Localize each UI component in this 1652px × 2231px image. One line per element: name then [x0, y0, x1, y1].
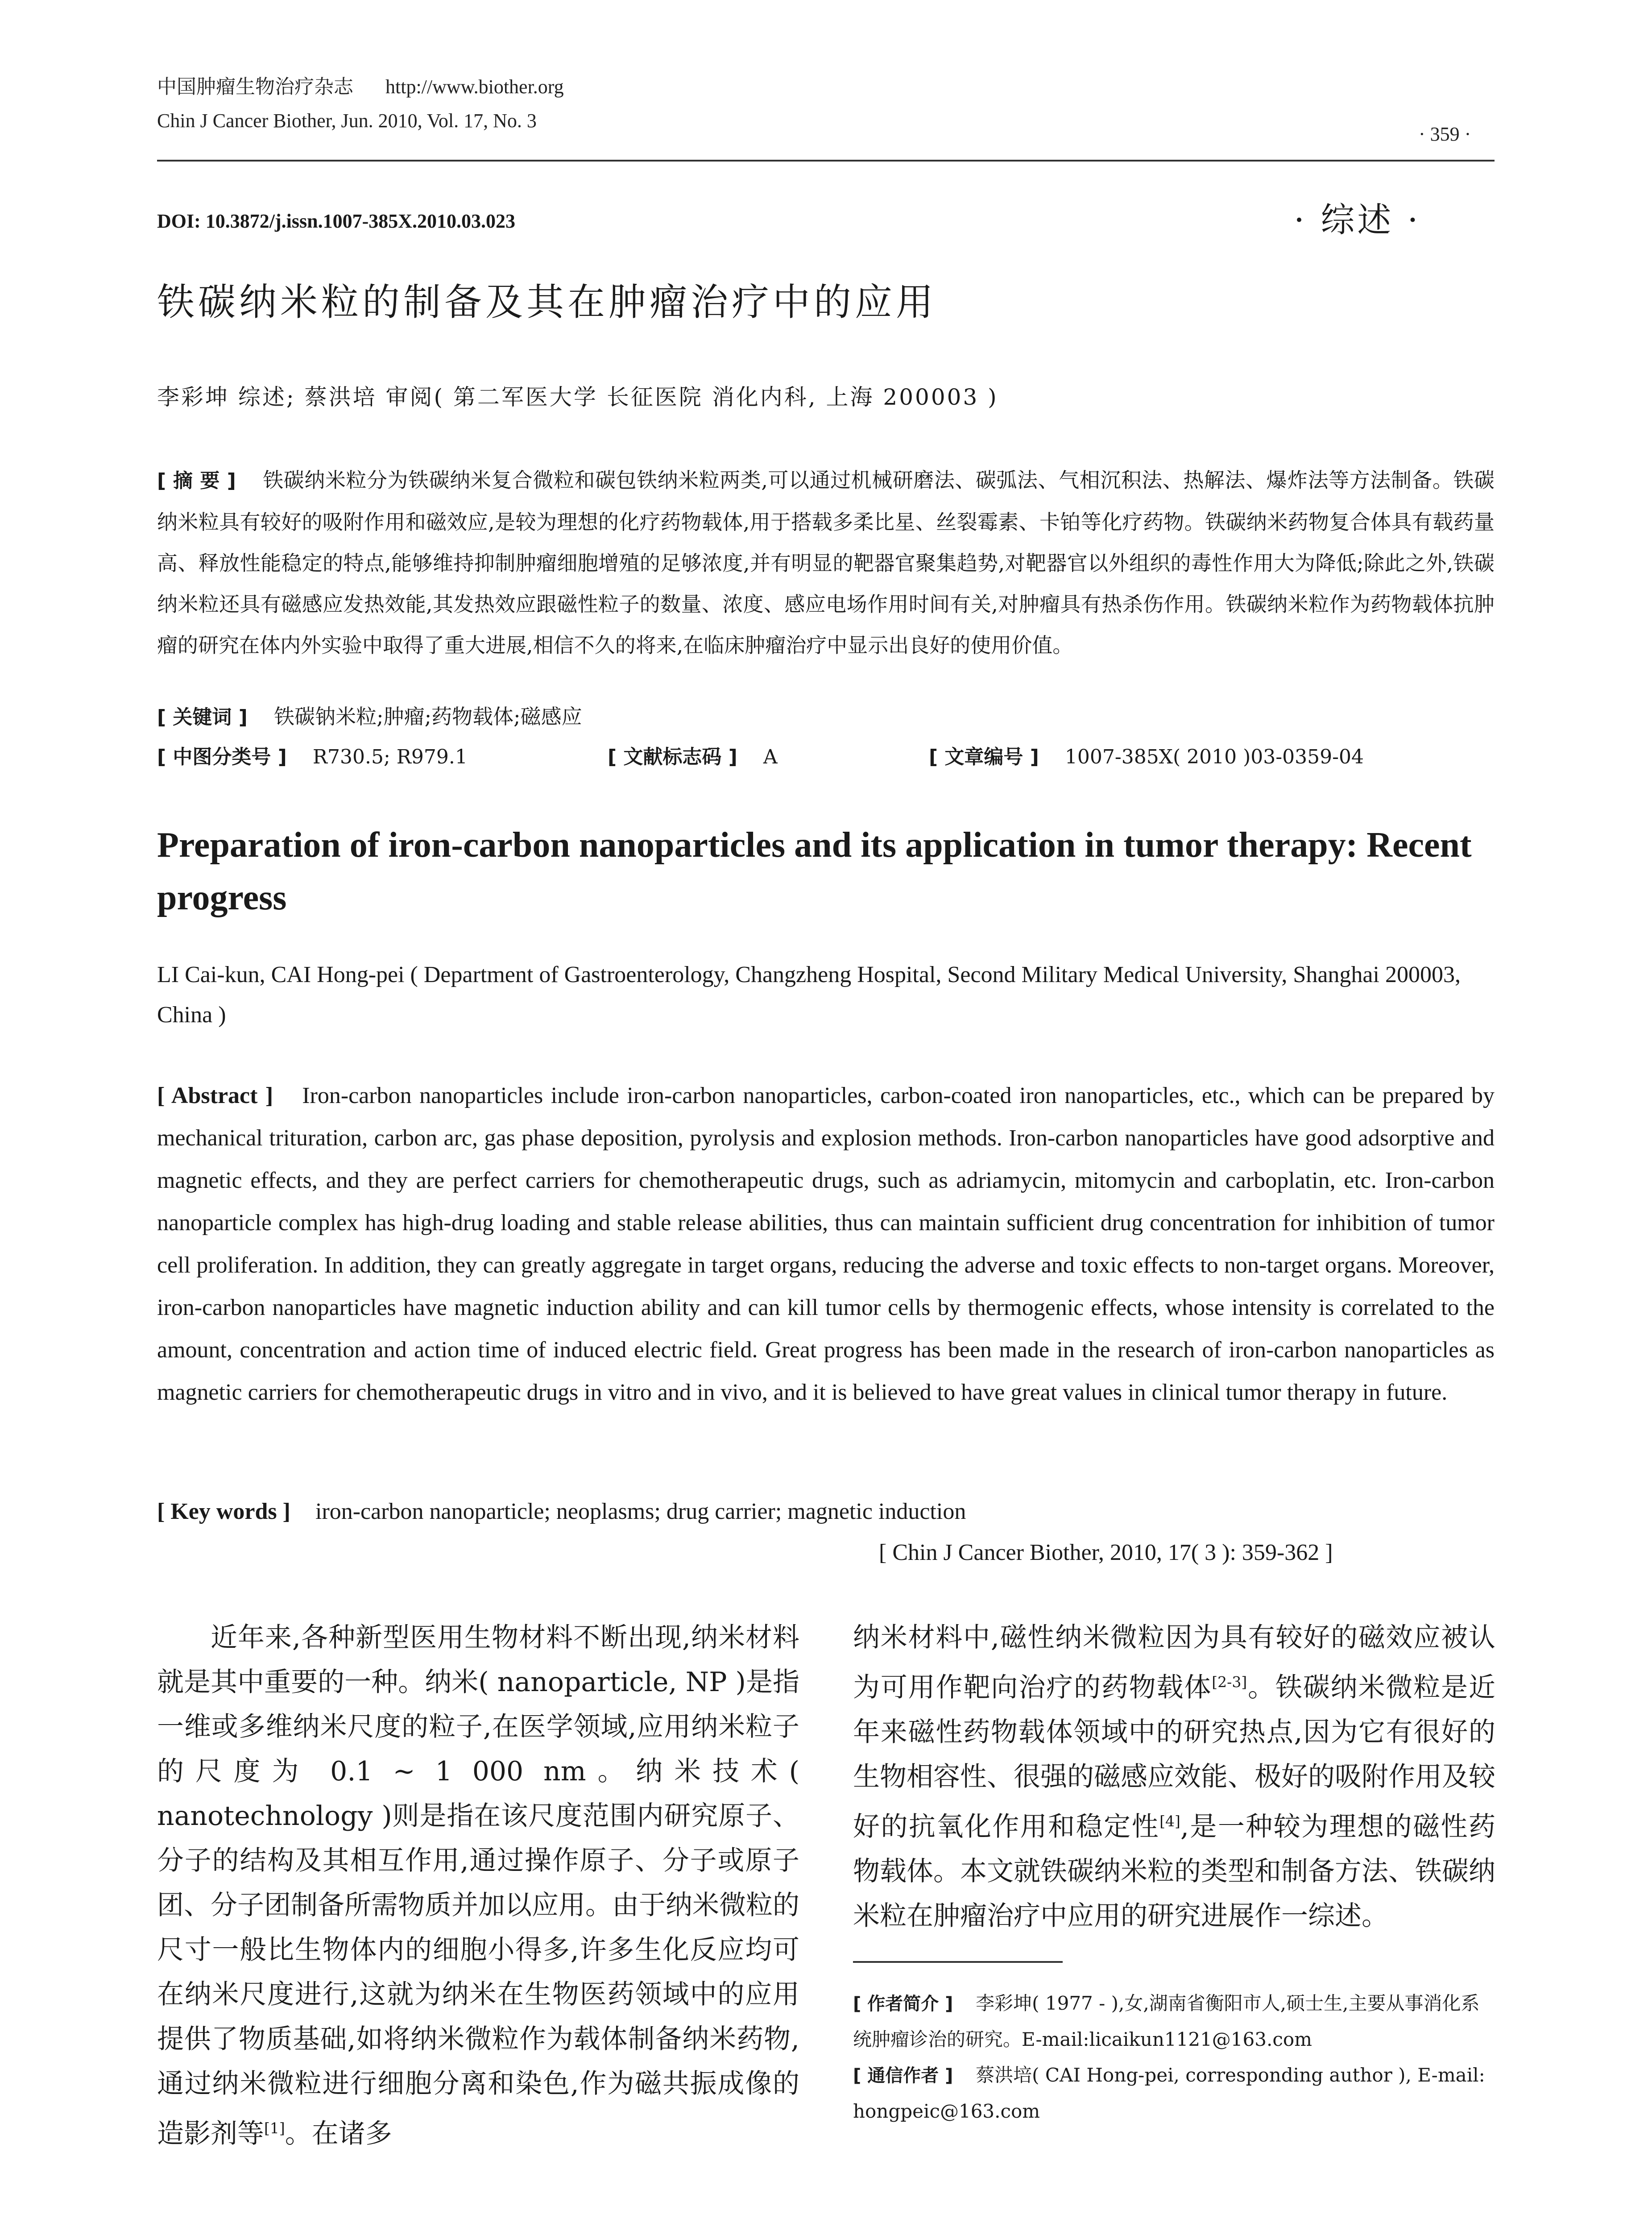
article-number-entry: [929, 741, 1364, 769]
abstract-en-text: Iron-carbon nanoparticles include iron-carbon nanoparticles, carbon-coated iron nanoparticles, etc., which can be prepared by mechanical trituration, carbon arc, gas phase deposition, pyrolysis and explosion methods. Iron-carbon nanoparticles have good adsorptive and magnetic effects, and they are perfect carriers for chemotherapeutic drugs, such as adriamycin, mitomycin and carboplatin, etc. Iron-carbon nanoparticle complex has high-drug loading and stable release abilities, thus can maintain sufficient drug concentration for inhibition of tumor cell proliferation. In addition, they can greatly aggregate in target organs, reducing the adverse and toxic effects to non-target organs. Moreover, iron-carbon nanoparticles have magnetic induction ability and can kill tumor cells by thermogenic effects, whose intensity is correlated to the amount, concentration and action time of induced electric field. Great progress has been made in the research of iron-carbon nanoparticles as magnetic carriers for chemotherapeutic drugs in vitro and in vivo, and it is believed to have great values in clinical tumor therapy in future.: [157, 1083, 1495, 1405]
article-title-en: Preparation of iron-carbon nanoparticles and its application in tumor therapy: Recent progress: [157, 825, 1472, 917]
keywords-en: [157, 1498, 966, 1525]
article-number-label: [ 文章编号 ]: [929, 746, 1039, 768]
author-bio-label: [ 作者简介 ]: [853, 1994, 953, 2014]
clc-label: [ 中图分类号 ]: [157, 746, 287, 768]
header-rule: [157, 160, 1495, 162]
doc-code-label: [ 文献标志码 ]: [608, 746, 737, 768]
article-number-value: 1007-385X( 2010 )03-0359-04: [1064, 746, 1364, 768]
reference-2-3[interactable]: [2-3]: [1212, 1673, 1247, 1691]
article-title-cn: 铁碳纳米粒的制备及其在肿瘤治疗中的应用: [157, 280, 937, 324]
corresponding-author-label: [ 通信作者 ]: [853, 2065, 953, 2086]
body-left-text: 近年来,各种新型医用生物材料不断出现,纳米材料就是其中重要的一种。纳米( nanoparticle, NP )是指一维或多维纳米尺度的粒子,在医学领域,应用纳米粒子的尺度为 0.1 ~ 1 000 nm。纳米技术( nanotechnology )则是指在该尺度范围内研究原子、分子的结构及其相互作用,通过操作原子、分子或原子团、分子团制备所需物质并加以应用。由于纳米微粒的尺寸一般比生物体内的细胞小得多,许多生化反应均可在纳米尺度进行,这就为纳米在生物医药领域中的应用提供了物质基础,如将纳米微粒作为载体制备纳米药物,通过纳米微粒进行细胞分离和染色,作为磁共振成像的造影剂等: [157, 1622, 799, 2149]
keywords-cn-label: [ 关键词 ]: [157, 706, 248, 729]
corresponding-author-text: 蔡洪培( CAI Hong-pei, corresponding author ), E-mail: hongpeic@163.com: [853, 2064, 1485, 2122]
body-column-left: [157, 1615, 799, 2156]
journal-header-cn: [157, 70, 564, 99]
footnotes: [853, 1986, 1495, 2129]
abstract-cn-text: 铁碳纳米粒分为铁碳纳米复合微粒和碳包铁纳米粒两类,可以通过机械研磨法、碳弧法、气相沉积法、热解法、爆炸法等方法制备。铁碳纳米粒具有较好的吸附作用和磁效应,是较为理想的化疗药物载体,用于搭载多柔比星、丝裂霉素、卡铂等化疗药物。铁碳纳米药物复合体具有载药量高、释放性能稳定的特点,能够维持抑制肿瘤细胞增殖的足够浓度,并有明显的靶器官聚集趋势,对靶器官以外组织的毒性作用大为降低;除此之外,铁碳纳米粒还具有磁感应发热效能,其发热效应跟磁性粒子的数量、浓度、感应电场作用时间有关,对肿瘤具有热杀伤作用。铁碳纳米粒作为药物载体抗肿瘤的研究在体内外实验中取得了重大进展,相信不久的将来,在临床肿瘤治疗中显示出良好的使用价值。: [157, 468, 1495, 657]
doi: DOI: 10.3872/j.issn.1007-385X.2010.03.023: [157, 210, 516, 232]
body-left-tail: 。在诸多: [285, 2118, 392, 2149]
authors-cn: 李彩坤 综述; 蔡洪培 审阅( 第二军医大学 长征医院 消化内科, 上海 200003 ): [157, 384, 998, 410]
journal-name-cn: 中国肿瘤生物治疗杂志: [157, 76, 353, 98]
abstract-cn-label: [ 摘 要 ]: [157, 469, 236, 492]
clc-value: R730.5; R979.1: [312, 746, 468, 768]
body-right-text-a: 纳米材料中,磁性纳米微粒因为具有较好的磁效应被认为可用作靶向治疗的药物载体: [853, 1622, 1495, 1703]
reference-1[interactable]: [1]: [264, 2119, 285, 2137]
clc-entry: [157, 741, 468, 769]
keywords-en-text: iron-carbon nanoparticle; neoplasms; drug carrier; magnetic induction: [315, 1499, 966, 1524]
column-tag: · 综述 ·: [1294, 200, 1421, 240]
keywords-en-label: [ Key words ]: [157, 1499, 290, 1524]
body-column-right: [853, 1615, 1495, 1938]
citation: [ Chin J Cancer Biother, 2010, 17( 3 ): 359-362 ]: [879, 1540, 1333, 1565]
abstract-en: [157, 1074, 1495, 1414]
authors-en: LI Cai-kun, CAI Hong-pei ( Department of Gastroenterology, Changzheng Hospital, Second Military Medical University, Shanghai 200003, China ): [157, 962, 1461, 1028]
author-bio: [853, 1986, 1495, 2057]
journal-header-en: Chin J Cancer Biother, Jun. 2010, Vol. 17, No. 3: [157, 110, 537, 132]
doc-code-value: A: [763, 746, 778, 768]
abstract-cn: [157, 460, 1495, 666]
doc-code-entry: [608, 741, 778, 769]
page-number: · 359 ·: [1419, 123, 1471, 145]
reference-4[interactable]: [4]: [1159, 1812, 1180, 1830]
corresponding-author: [853, 2057, 1495, 2129]
keywords-cn-text: 铁碳钠米粒;肿瘤;药物载体;磁感应: [274, 705, 582, 729]
author-bio-text: 李彩坤( 1977 - ),女,湖南省衡阳市人,硕士生,主要从事消化系统肿瘤诊治的研究。E-mail:licaikun1121@163.com: [853, 1992, 1480, 2050]
body-right-text-b: 。铁碳纳米微粒是近年来磁性药物载体领域中的研究热点,因为它有很好的生物相容性、很强的磁感应效能、极好的吸附作用及较好的抗氧化作用和稳定性: [853, 1672, 1496, 1842]
abstract-en-label: [ Abstract ]: [157, 1083, 273, 1108]
journal-url[interactable]: http://www.biother.org: [385, 76, 564, 98]
footnote-rule: [853, 1961, 1063, 1963]
keywords-cn: [157, 701, 582, 730]
body-right-text-c: ,是一种较为理想的磁性药物载体。本文就铁碳纳米粒的类型和制备方法、铁碳纳米粒在肿瘤治疗中应用的研究进展作一综述。: [853, 1811, 1496, 1932]
